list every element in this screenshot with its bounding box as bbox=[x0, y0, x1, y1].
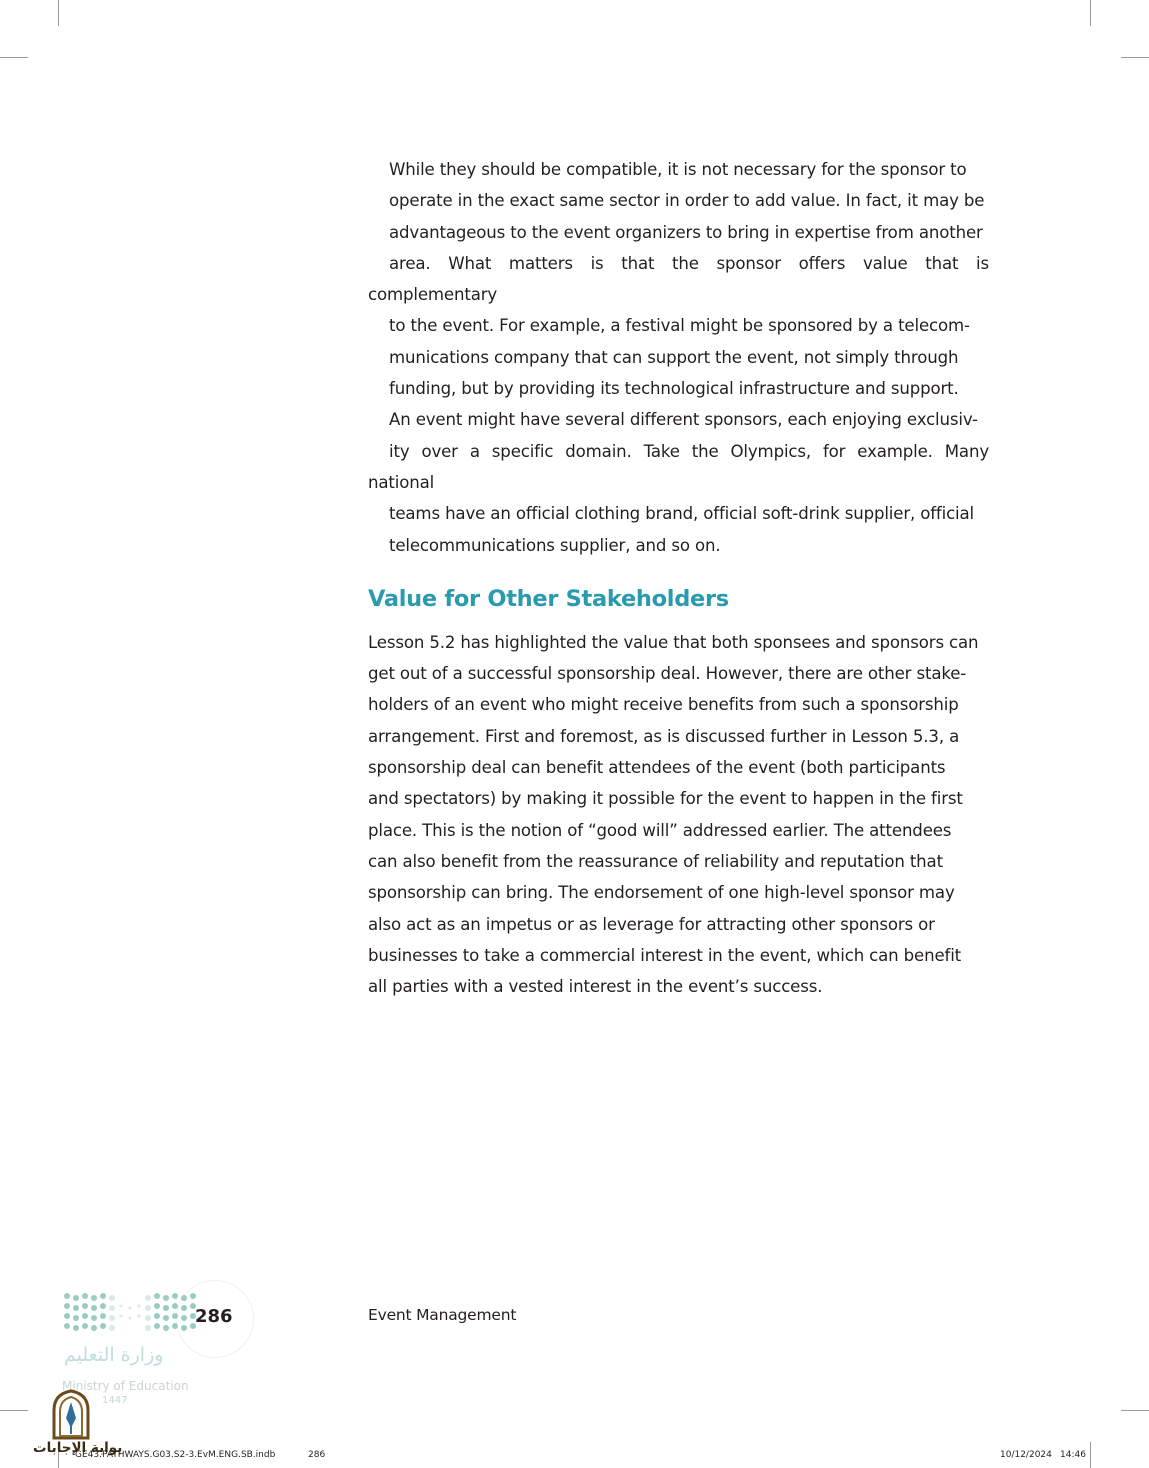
logo-dot bbox=[163, 1305, 169, 1311]
logo-dot bbox=[91, 1305, 97, 1311]
ministry-arabic-name: وزارة التعليم bbox=[64, 1344, 164, 1366]
logo-dot bbox=[73, 1315, 79, 1321]
ministry-year: 1447 bbox=[102, 1395, 128, 1406]
text-line: ity over a specific domain. Take the Olympics, for example. Many national bbox=[368, 441, 989, 492]
logo-dot bbox=[163, 1315, 169, 1321]
text-line: place. This is the notion of “good will” addressed earlier. The attendees bbox=[368, 820, 952, 840]
logo-dot bbox=[120, 1305, 123, 1308]
text-line: holders of an event who might receive benefits from such a sponsorship bbox=[368, 695, 959, 715]
text-line: telecommunications supplier, and so on. bbox=[389, 535, 721, 555]
logo-dot bbox=[145, 1315, 151, 1321]
logo-dot bbox=[172, 1293, 178, 1299]
body-paragraph bbox=[368, 404, 989, 560]
watermark-text: بوابة الإجابات bbox=[33, 1440, 123, 1456]
crop-mark bbox=[58, 0, 59, 26]
logo-dot bbox=[145, 1295, 151, 1301]
logo-dot bbox=[145, 1305, 151, 1311]
logo-dot bbox=[100, 1303, 106, 1309]
logo-dot bbox=[91, 1315, 97, 1321]
logo-dot bbox=[64, 1303, 70, 1309]
text-line: and spectators) by making it possible for the event to happen in the first bbox=[368, 789, 963, 809]
page-content bbox=[368, 154, 989, 1002]
logo-dot bbox=[181, 1325, 187, 1331]
logo-dot bbox=[109, 1295, 115, 1301]
text-line: arrangement. First and foremost, as is discussed further in Lesson 5.3, a bbox=[368, 726, 960, 746]
logo-dot bbox=[73, 1295, 79, 1301]
logo-dot bbox=[109, 1315, 115, 1321]
text-line: teams have an official clothing brand, official soft-drink supplier, official bbox=[389, 504, 974, 524]
logo-dot bbox=[181, 1295, 187, 1301]
logo-dot bbox=[82, 1323, 88, 1329]
logo-dot bbox=[129, 1307, 132, 1310]
logo-dot bbox=[172, 1313, 178, 1319]
logo-dot bbox=[163, 1295, 169, 1301]
text-line: sponsorship can bring. The endorsement of one high-level sponsor may bbox=[368, 883, 955, 903]
ministry-logo-dots-icon bbox=[62, 1292, 202, 1336]
logo-dot bbox=[73, 1305, 79, 1311]
logo-dot bbox=[181, 1305, 187, 1311]
logo-dot bbox=[100, 1293, 106, 1299]
logo-dot bbox=[154, 1303, 160, 1309]
logo-dot bbox=[181, 1315, 187, 1321]
text-line: get out of a successful sponsorship deal. However, there are other stake- bbox=[368, 664, 967, 684]
logo-dot bbox=[109, 1325, 115, 1331]
logo-dot bbox=[100, 1323, 106, 1329]
page-number: 286 bbox=[195, 1306, 233, 1327]
logo-dot bbox=[172, 1303, 178, 1309]
crop-mark bbox=[1090, 0, 1091, 26]
text-line: businesses to take a commercial interest in the event, which can benefit bbox=[368, 945, 962, 965]
crop-mark bbox=[1090, 1442, 1091, 1468]
logo-dot bbox=[138, 1315, 141, 1318]
text-line: sponsorship deal can benefit attendees of the event (both participants bbox=[368, 758, 946, 778]
crop-mark bbox=[1121, 57, 1149, 58]
logo-dot bbox=[82, 1303, 88, 1309]
logo-dot bbox=[190, 1293, 196, 1299]
logo-dot bbox=[154, 1293, 160, 1299]
logo-dot bbox=[73, 1325, 79, 1331]
logo-dot bbox=[109, 1305, 115, 1311]
text-line: Lesson 5.2 has highlighted the value that both sponsees and sponsors can bbox=[368, 632, 979, 652]
text-line: munications company that can support the event, not simply through bbox=[389, 347, 959, 367]
text-line: operate in the exact same sector in order to add value. In fact, it may be bbox=[389, 191, 985, 211]
text-line: area. What matters is that the sponsor offers value that is complementary bbox=[368, 253, 989, 305]
text-line: An event might have several different sponsors, each enjoying exclusiv- bbox=[389, 410, 978, 430]
text-line: funding, but by providing its technological infrastructure and support. bbox=[389, 379, 959, 399]
crop-mark bbox=[1121, 1410, 1149, 1411]
crop-mark bbox=[0, 57, 28, 58]
text-line: advantageous to the event organizers to bring in expertise from another bbox=[389, 222, 983, 242]
slug-page: 286 bbox=[308, 1450, 326, 1460]
watermark-seal-icon bbox=[48, 1388, 94, 1440]
logo-dot bbox=[145, 1325, 151, 1331]
logo-dot bbox=[100, 1313, 106, 1319]
logo-dot bbox=[154, 1323, 160, 1329]
book-title: Event Management bbox=[368, 1306, 517, 1324]
section-heading: Value for Other Stakeholders bbox=[368, 585, 729, 612]
logo-dot bbox=[64, 1323, 70, 1329]
logo-dot bbox=[82, 1293, 88, 1299]
logo-dot bbox=[64, 1293, 70, 1299]
logo-dot bbox=[120, 1315, 123, 1318]
text-line: can also benefit from the reassurance of reliability and reputation that bbox=[368, 851, 943, 871]
logo-dot bbox=[64, 1313, 70, 1319]
ministry-english-name: Ministry of Education bbox=[62, 1379, 189, 1393]
logo-dot bbox=[154, 1313, 160, 1319]
logo-dot bbox=[91, 1295, 97, 1301]
slug-file-name: GE43.PATHWAYS.G03.S2-3.EvM.ENG.SB.indb bbox=[75, 1450, 276, 1460]
logo-dot bbox=[82, 1313, 88, 1319]
body-paragraph bbox=[368, 154, 989, 404]
logo-dot bbox=[91, 1325, 97, 1331]
text-line: also act as an impetus or as leverage for attracting other sponsors or bbox=[368, 914, 935, 934]
logo-dot bbox=[129, 1317, 132, 1320]
logo-dot bbox=[172, 1323, 178, 1329]
slug-time: 14:46 bbox=[1060, 1450, 1086, 1460]
body-paragraph bbox=[368, 627, 989, 1003]
text-line: to the event. For example, a festival might be sponsored by a telecom- bbox=[389, 316, 970, 336]
crop-mark bbox=[0, 1410, 28, 1411]
text-line: While they should be compatible, it is not necessary for the sponsor to bbox=[389, 160, 967, 179]
logo-dot bbox=[163, 1325, 169, 1331]
text-line: all parties with a vested interest in the event’s success. bbox=[368, 977, 823, 997]
logo-dot bbox=[138, 1305, 141, 1308]
slug-date: 10/12/2024 bbox=[1000, 1450, 1052, 1460]
